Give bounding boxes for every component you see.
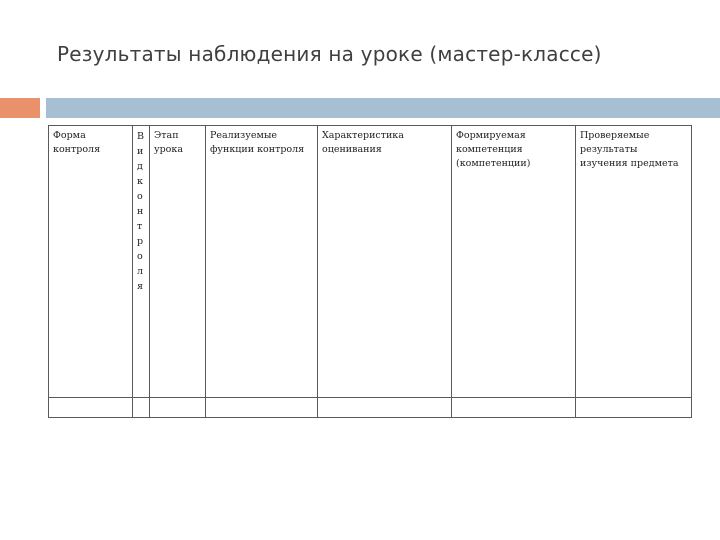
header-form-label: Форма контроля	[53, 130, 101, 155]
header-cell-functions	[206, 126, 318, 398]
header-cell-stage	[150, 126, 206, 398]
header-competence-label: Формируемая компетенция (компетенции)	[456, 130, 531, 169]
header-results-label: Проверяемые результаты изучения предмета	[580, 130, 679, 169]
header-cell-competence	[452, 126, 576, 398]
table-cell[interactable]	[150, 398, 206, 418]
header-cell-assessment	[318, 126, 452, 398]
table-cell[interactable]	[452, 398, 576, 418]
header-functions-label: Реализуемые функции контроля	[210, 130, 305, 155]
header-cell-type	[133, 126, 150, 398]
table-cell[interactable]	[318, 398, 452, 418]
header-assessment-label: Характеристика оценивания	[322, 130, 404, 155]
table-cell[interactable]	[49, 398, 133, 418]
observation-table	[48, 125, 692, 418]
header-type-label: Вид контроля	[137, 131, 144, 292]
accent-bar	[0, 98, 40, 118]
table-cell[interactable]	[206, 398, 318, 418]
header-stage-label: Этап урока	[154, 130, 183, 155]
header-cell-results	[576, 126, 692, 398]
table-cell[interactable]	[576, 398, 692, 418]
header-bar	[46, 98, 720, 118]
table-row	[49, 398, 692, 418]
table-cell[interactable]	[133, 398, 150, 418]
header-row	[49, 126, 692, 398]
header-cell-form	[49, 126, 133, 398]
slide-title: Результаты наблюдения на уроке (мастер-классе)	[57, 42, 602, 66]
